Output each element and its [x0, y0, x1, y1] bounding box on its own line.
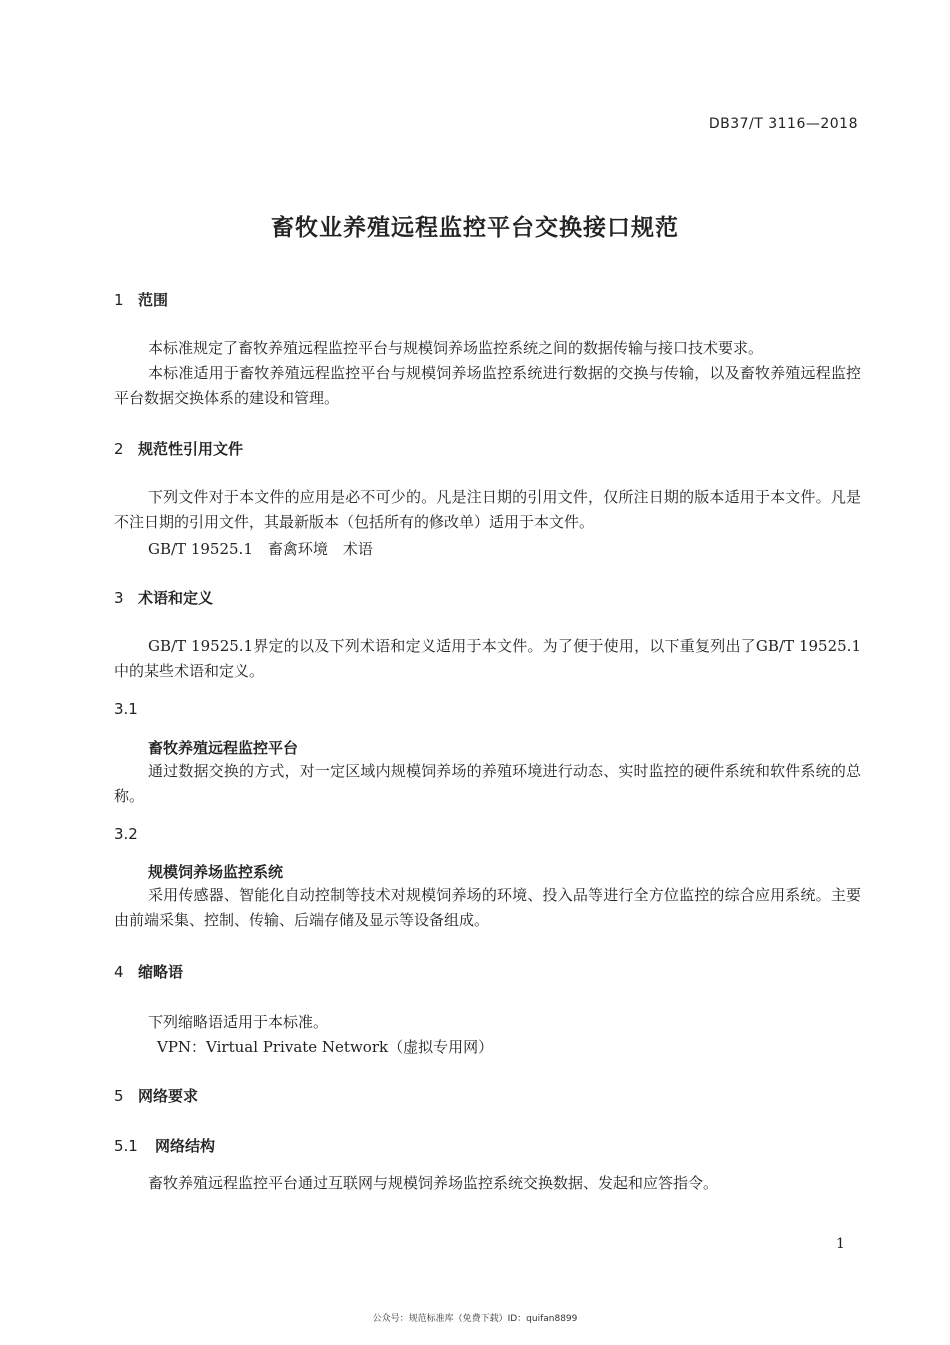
section-title: 术语和定义 [138, 589, 214, 607]
abbreviation-vpn: VPN：Virtual Private Network（虚拟专用网） [157, 1038, 494, 1056]
section-1-paragraph-1: 本标准规定了畜牧养殖远程监控平台与规模饲养场监控系统之间的数据传输与接口技术要求。 [148, 339, 764, 357]
section-number: 2 [114, 440, 124, 458]
section-4-heading [114, 961, 183, 982]
section-number: 4 [114, 963, 124, 981]
section-5-1-heading [114, 1135, 215, 1156]
page-number: 1 [836, 1236, 845, 1252]
section-title: 规范性引用文件 [138, 440, 244, 458]
term-3-2-name: 规模饲养场监控系统 [148, 863, 284, 881]
section-3-heading [114, 587, 213, 608]
section-number: 3 [114, 589, 124, 607]
section-5-1-paragraph-1: 畜牧养殖远程监控平台通过互联网与规模饲养场监控系统交换数据、发起和应答指令。 [148, 1174, 719, 1192]
section-number: 1 [114, 291, 124, 309]
normative-reference: GB/T 19525.1 畜禽环境 术语 [148, 540, 373, 558]
section-4-paragraph-1: 下列缩略语适用于本标准。 [148, 1013, 329, 1031]
term-3-2-definition: 采用传感器、智能化自动控制等技术对规模饲养场的环境、投入品等进行全方位监控的综合应用系统。主要由前端采集、控制、传输、后端存储及显示等设备组成。 [114, 886, 861, 929]
section-1-heading [114, 289, 168, 310]
subsection-title: 网络结构 [155, 1137, 216, 1155]
section-2-paragraph-1: 下列文件对于本文件的应用是必不可少的。凡是注日期的引用文件，仅所注日期的版本适用于本文件。凡是不注日期的引用文件，其最新版本（包括所有的修改单）适用于本文件。 [114, 488, 861, 531]
section-3-paragraph-1: GB/T 19525.1界定的以及下列术语和定义适用于本文件。为了便于使用，以下重复列出了GB/T 19525.1中的某些术语和定义。 [114, 637, 861, 680]
page-title: 畜牧业养殖远程监控平台交换接口规范 [271, 215, 679, 241]
section-5-heading [114, 1085, 198, 1106]
term-3-2-number: 3.2 [114, 825, 138, 843]
term-3-1-definition: 通过数据交换的方式，对一定区域内规模饲养场的养殖环境进行动态、实时监控的硬件系统和软件系统的总称。 [114, 762, 861, 805]
section-number: 5 [114, 1087, 124, 1105]
subsection-number: 5.1 [114, 1137, 138, 1155]
section-title: 范围 [138, 291, 169, 309]
section-2-heading [114, 438, 243, 459]
term-3-1-name: 畜牧养殖远程监控平台 [148, 739, 299, 757]
document-code: DB37/T 3116—2018 [708, 116, 858, 132]
section-1-paragraph-2: 本标准适用于畜牧养殖远程监控平台与规模饲养场监控系统进行数据的交换与传输，以及畜牧养殖远程监控平台数据交换体系的建设和管理。 [114, 364, 861, 407]
footer-watermark: 公众号：规范标准库（免费下载）ID：quifan8899 [372, 1314, 578, 1324]
term-3-1-number: 3.1 [114, 700, 138, 718]
section-title: 网络要求 [138, 1087, 199, 1105]
section-title: 缩略语 [138, 963, 184, 981]
